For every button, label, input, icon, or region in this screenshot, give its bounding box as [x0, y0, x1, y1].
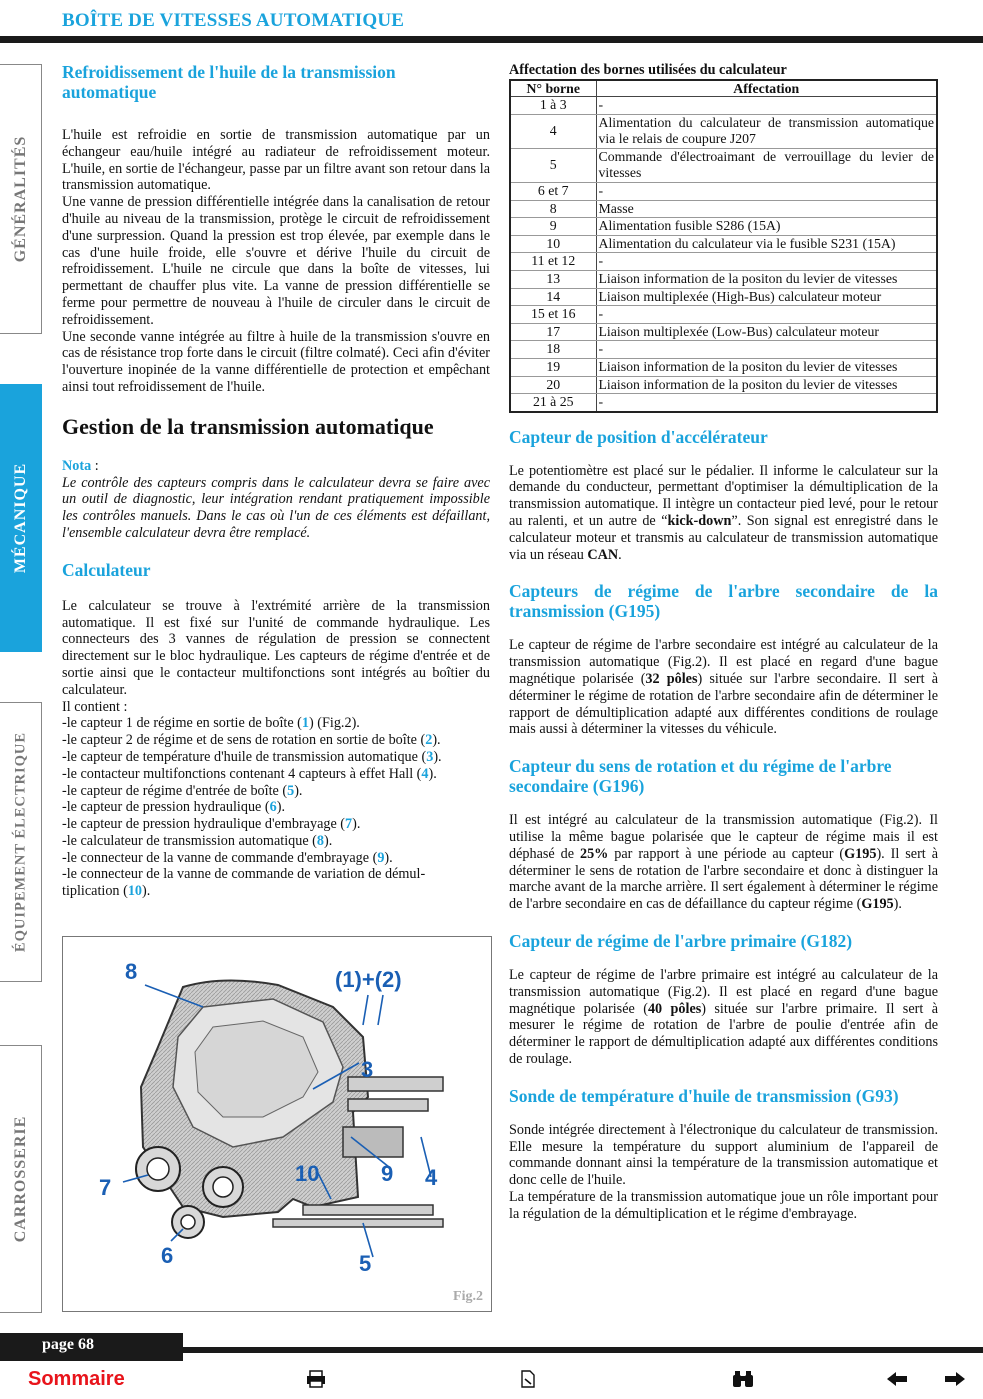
paragraph: Le capteur de régime de l'arbre secondaire est intégré au calculateur de la transmission automatique (Fig.2). Il est placé en regard d'une bague magnétique polarisée (32 pôles) située sur l'arbre secondaire. Il sert à déterminer le régime de rotation de l'arbre secondaire afin de déterminer le rapport de démultiplication adapté aux différentes conditions de roulage mais aussi à déterminer la vitesses du véhicule.: [509, 637, 938, 738]
pin-assignment-table: [509, 79, 938, 413]
table-row: 11 et 12 -: [510, 253, 937, 271]
section-title-g196: Capteur du sens de rotation et du régime de l'arbre secondaire (G196): [509, 756, 892, 797]
nota-sep: :: [91, 457, 99, 474]
nota-label-line: [62, 458, 490, 475]
section-title-accelerateur: Capteur de position d'accélérateur: [509, 426, 768, 447]
print-icon[interactable]: [306, 1370, 326, 1393]
header-bar: [0, 36, 983, 43]
table-row: 10 Alimentation du calculateur via le fusible S231 (15A): [510, 235, 937, 253]
callout-label: 9: [381, 1161, 394, 1186]
section-title-g93: Sonde de température d'huile de transmission (G93): [509, 1085, 899, 1106]
paragraph: Il est intégré au calculateur de la transmission automatique (Fig.2). Il utilise la même bague polarisée que le capteur de régime mais il est déphasé de 25% par rapport à une période au capteur (G195). Il sert à déterminer le sens de rotation de l'arbre secondaire et donc à distinguer la marche avant de la marche arrière. Il sert également à déterminer le régime de l'arbre secondaire en cas de défaillance du capteur régime (G195).: [509, 812, 938, 913]
table-header: Affectation: [596, 80, 937, 97]
paragraph: Une seconde vanne intégrée au filtre à huile de la transmission s'ouvre en cas de résistance trop forte dans le circuit (filtre colmaté). Ceci afin d'éviter l'ouverture inopinée de la vanne différentielle de protection et empêchant ainsi tout refroidissement de l'huile.: [62, 328, 490, 395]
table-row: 9 Alimentation fusible S286 (15A): [510, 218, 937, 236]
table-header: N° borne: [510, 80, 596, 97]
arrow-left-icon[interactable]: [886, 1370, 908, 1393]
sidebar-tab-generalites[interactable]: [0, 64, 42, 334]
list-item: -le connecteur de la vanne de commande d'embrayage (9).: [62, 849, 393, 866]
nota-label: Nota: [62, 457, 92, 474]
callout-label: 5: [359, 1251, 372, 1276]
table-title: Affectation des bornes utilisées du calculateur: [509, 62, 787, 78]
list-item: -le connecteur de la vanne de commande de variation de démul-: [62, 866, 426, 883]
list-item: -le capteur 1 de régime en sortie de boîte (1) (Fig.2).: [62, 715, 360, 732]
table-row: 6 et 7 -: [510, 182, 937, 200]
callout-label: 3: [361, 1057, 374, 1082]
sommaire-link[interactable]: Sommaire: [28, 1368, 125, 1390]
paragraph: La température de la transmission automatique joue un rôle important pour la régulation de la démultiplication et le régime d'embrayage.: [509, 1189, 938, 1222]
list-item: -le calculateur de transmission automatique (8).: [62, 832, 333, 849]
table-row: 19 Liaison information de la positon du levier de vitesses: [510, 358, 937, 376]
figure-transmission-calculator: [62, 936, 492, 1312]
page-number-box: [0, 1333, 183, 1361]
figure-caption: Fig.2: [453, 1289, 483, 1304]
table-row: 18 -: [510, 341, 937, 359]
table-row: 15 et 16 -: [510, 306, 937, 324]
transmission-diagram: [63, 937, 490, 1310]
section-title-refroidissement: Refroidissement de l'huile de la transmission automatique: [62, 62, 396, 102]
table-row: 8 Masse: [510, 200, 937, 218]
callout-label: 7: [99, 1175, 112, 1200]
component-list: [62, 715, 490, 900]
paragraph: Sonde intégrée directement à l'électronique du calculateur de transmission. Elle mesure la température du support aluminium de l'appareil de commande donnant ainsi la température de la transmission automatique et donc celle de l'huile.: [509, 1121, 938, 1189]
sidebar-tab-label: GÉNÉRALITÉS: [11, 135, 29, 263]
paragraph: Le calculateur se trouve à l'extrémité arrière de la transmission automatique. Il est fixé sur l'unité de commande hydraulique. Les connecteurs des 3 vannes de régulation de pression se connectent directement sur le bloc hydraulique. Les capteurs de régime d'entrée et de sortie ainsi que le contacteur multifonctions sont intégrés au boîtier du calculateur.: [62, 597, 490, 698]
list-intro: Il contient :: [62, 698, 128, 715]
table-row: 13 Liaison information de la positon du levier de vitesses: [510, 270, 937, 288]
document-icon[interactable]: [519, 1370, 537, 1393]
arrow-right-icon[interactable]: [944, 1370, 966, 1393]
table-row: 14 Liaison multiplexée (High-Bus) calculateur moteur: [510, 288, 937, 306]
callout-label: 4: [425, 1165, 438, 1190]
page-number: page 68: [42, 1336, 94, 1353]
table-row: 1 à 3 -: [510, 97, 937, 115]
callout-label: (1)+(2): [335, 967, 402, 992]
sidebar-tab-label: CARROSSERIE: [11, 1115, 29, 1243]
section-title-g195: Capteurs de régime de l'arbre secondaire de la transmission (G195): [509, 581, 938, 622]
table-row: 4 Alimentation du calculateur de transmission automatique via le relais de coupure J207: [510, 114, 937, 148]
sidebar-tab-label: MÉCANIQUE: [11, 462, 29, 574]
left-column: [62, 62, 490, 900]
paragraph: Le potentiomètre est placé sur le pédalier. Il informe le calculateur sur la demande du conducteur, permettant d'optimiser la démultiplication de la transmission automatique. Il intègre un contacteur pied levé, pour le retour au ralenti, et un autre de “kick-down”. Son signal est enregistré dans le calculateur moteur et transmis au calculateur de transmission automatique via un réseau CAN.: [509, 462, 938, 563]
main-heading: Gestion de la transmission automatique: [62, 413, 434, 439]
paragraph: L'huile est refroidie en sortie de transmission automatique par un échangeur eau/huile intégré au radiateur de refroidissement moteur. L'huile, en sortie de l'échangeur, passe par un filtre avant son retour dans la transmission automatique.: [62, 127, 490, 194]
sidebar-tab-equipement-electrique[interactable]: [0, 702, 42, 982]
callout-label: 8: [125, 959, 138, 984]
list-item: -le capteur de température d'huile de transmission automatique (3).: [62, 748, 442, 765]
binoculars-icon[interactable]: [731, 1370, 755, 1393]
list-item: -le capteur 2 de régime et de sens de rotation en sortie de boîte (2).: [62, 732, 441, 749]
section-title-calculateur: Calculateur: [62, 559, 151, 580]
table-row: 21 à 25 -: [510, 394, 937, 412]
paragraph: Une vanne de pression différentielle intégrée dans la canalisation de retour d'huile au niveau de la transmission, protège le circuit de refroidissement d'une surpression. Quand la pression est trop élevée, par exemple dans le cas d'une huile froide, elle s'ouvre et dérive l'huile du circuit de refroidissement. L'huile ne circule que dans la boîte de vitesses, lui permettant de chauffer plus vite. La vanne de pression différentielle se ferme pour permettre de nouveau à l'huile de circuler dans le circuit de refroidissement.: [62, 194, 490, 328]
list-item: -le capteur de pression hydraulique (6).: [62, 799, 285, 816]
section-title-g182: Capteur de régime de l'arbre primaire (G182): [509, 931, 853, 952]
sidebar-tab-label: ÉQUIPEMENT ÉLECTRIQUE: [12, 731, 28, 953]
list-item: -le capteur de régime d'entrée de boîte (5).: [62, 782, 303, 799]
table-row: 5 Commande d'électroaimant de verrouillage du levier de vitesses: [510, 148, 937, 182]
list-item: -le capteur de pression hydraulique d'embrayage (7).: [62, 816, 361, 833]
sidebar-tab-mecanique[interactable]: [0, 384, 42, 652]
nota-text: Le contrôle des capteurs compris dans le calculateur devra se faire avec un outil de diagnostic, leur intégration rendant pratiquement impossible les contrôles manuels. Dans le cas où l'un de ces éléments est défaillant, l'ensemble calculateur devra être remplacé.: [62, 474, 490, 541]
callout-label: 10: [295, 1161, 320, 1186]
right-column: [509, 62, 938, 1223]
table-row: 20 Liaison information de la positon du levier de vitesses: [510, 376, 937, 394]
list-item: tiplication (10).: [62, 883, 151, 900]
header-title: BOÎTE DE VITESSES AUTOMATIQUE: [62, 10, 405, 31]
list-item: -le contacteur multifonctions contenant 4 capteurs à effet Hall (4).: [62, 765, 437, 782]
sidebar-tab-carrosserie[interactable]: [0, 1045, 42, 1313]
callout-label: 6: [161, 1243, 174, 1268]
table-row: 17 Liaison multiplexée (Low-Bus) calculateur moteur: [510, 323, 937, 341]
paragraph: Le capteur de régime de l'arbre primaire est intégré au calculateur de la transmission automatique (Fig.2). Il est placé en regard d'une bague magnétique polarisée (40 pôles) située sur l'arbre primaire. Il sert à mesurer le régime de rotation de l'arbre de poulie d'entrée afin de déterminer le rapport de démultiplication adapté aux différentes conditions de roulage.: [509, 967, 938, 1068]
